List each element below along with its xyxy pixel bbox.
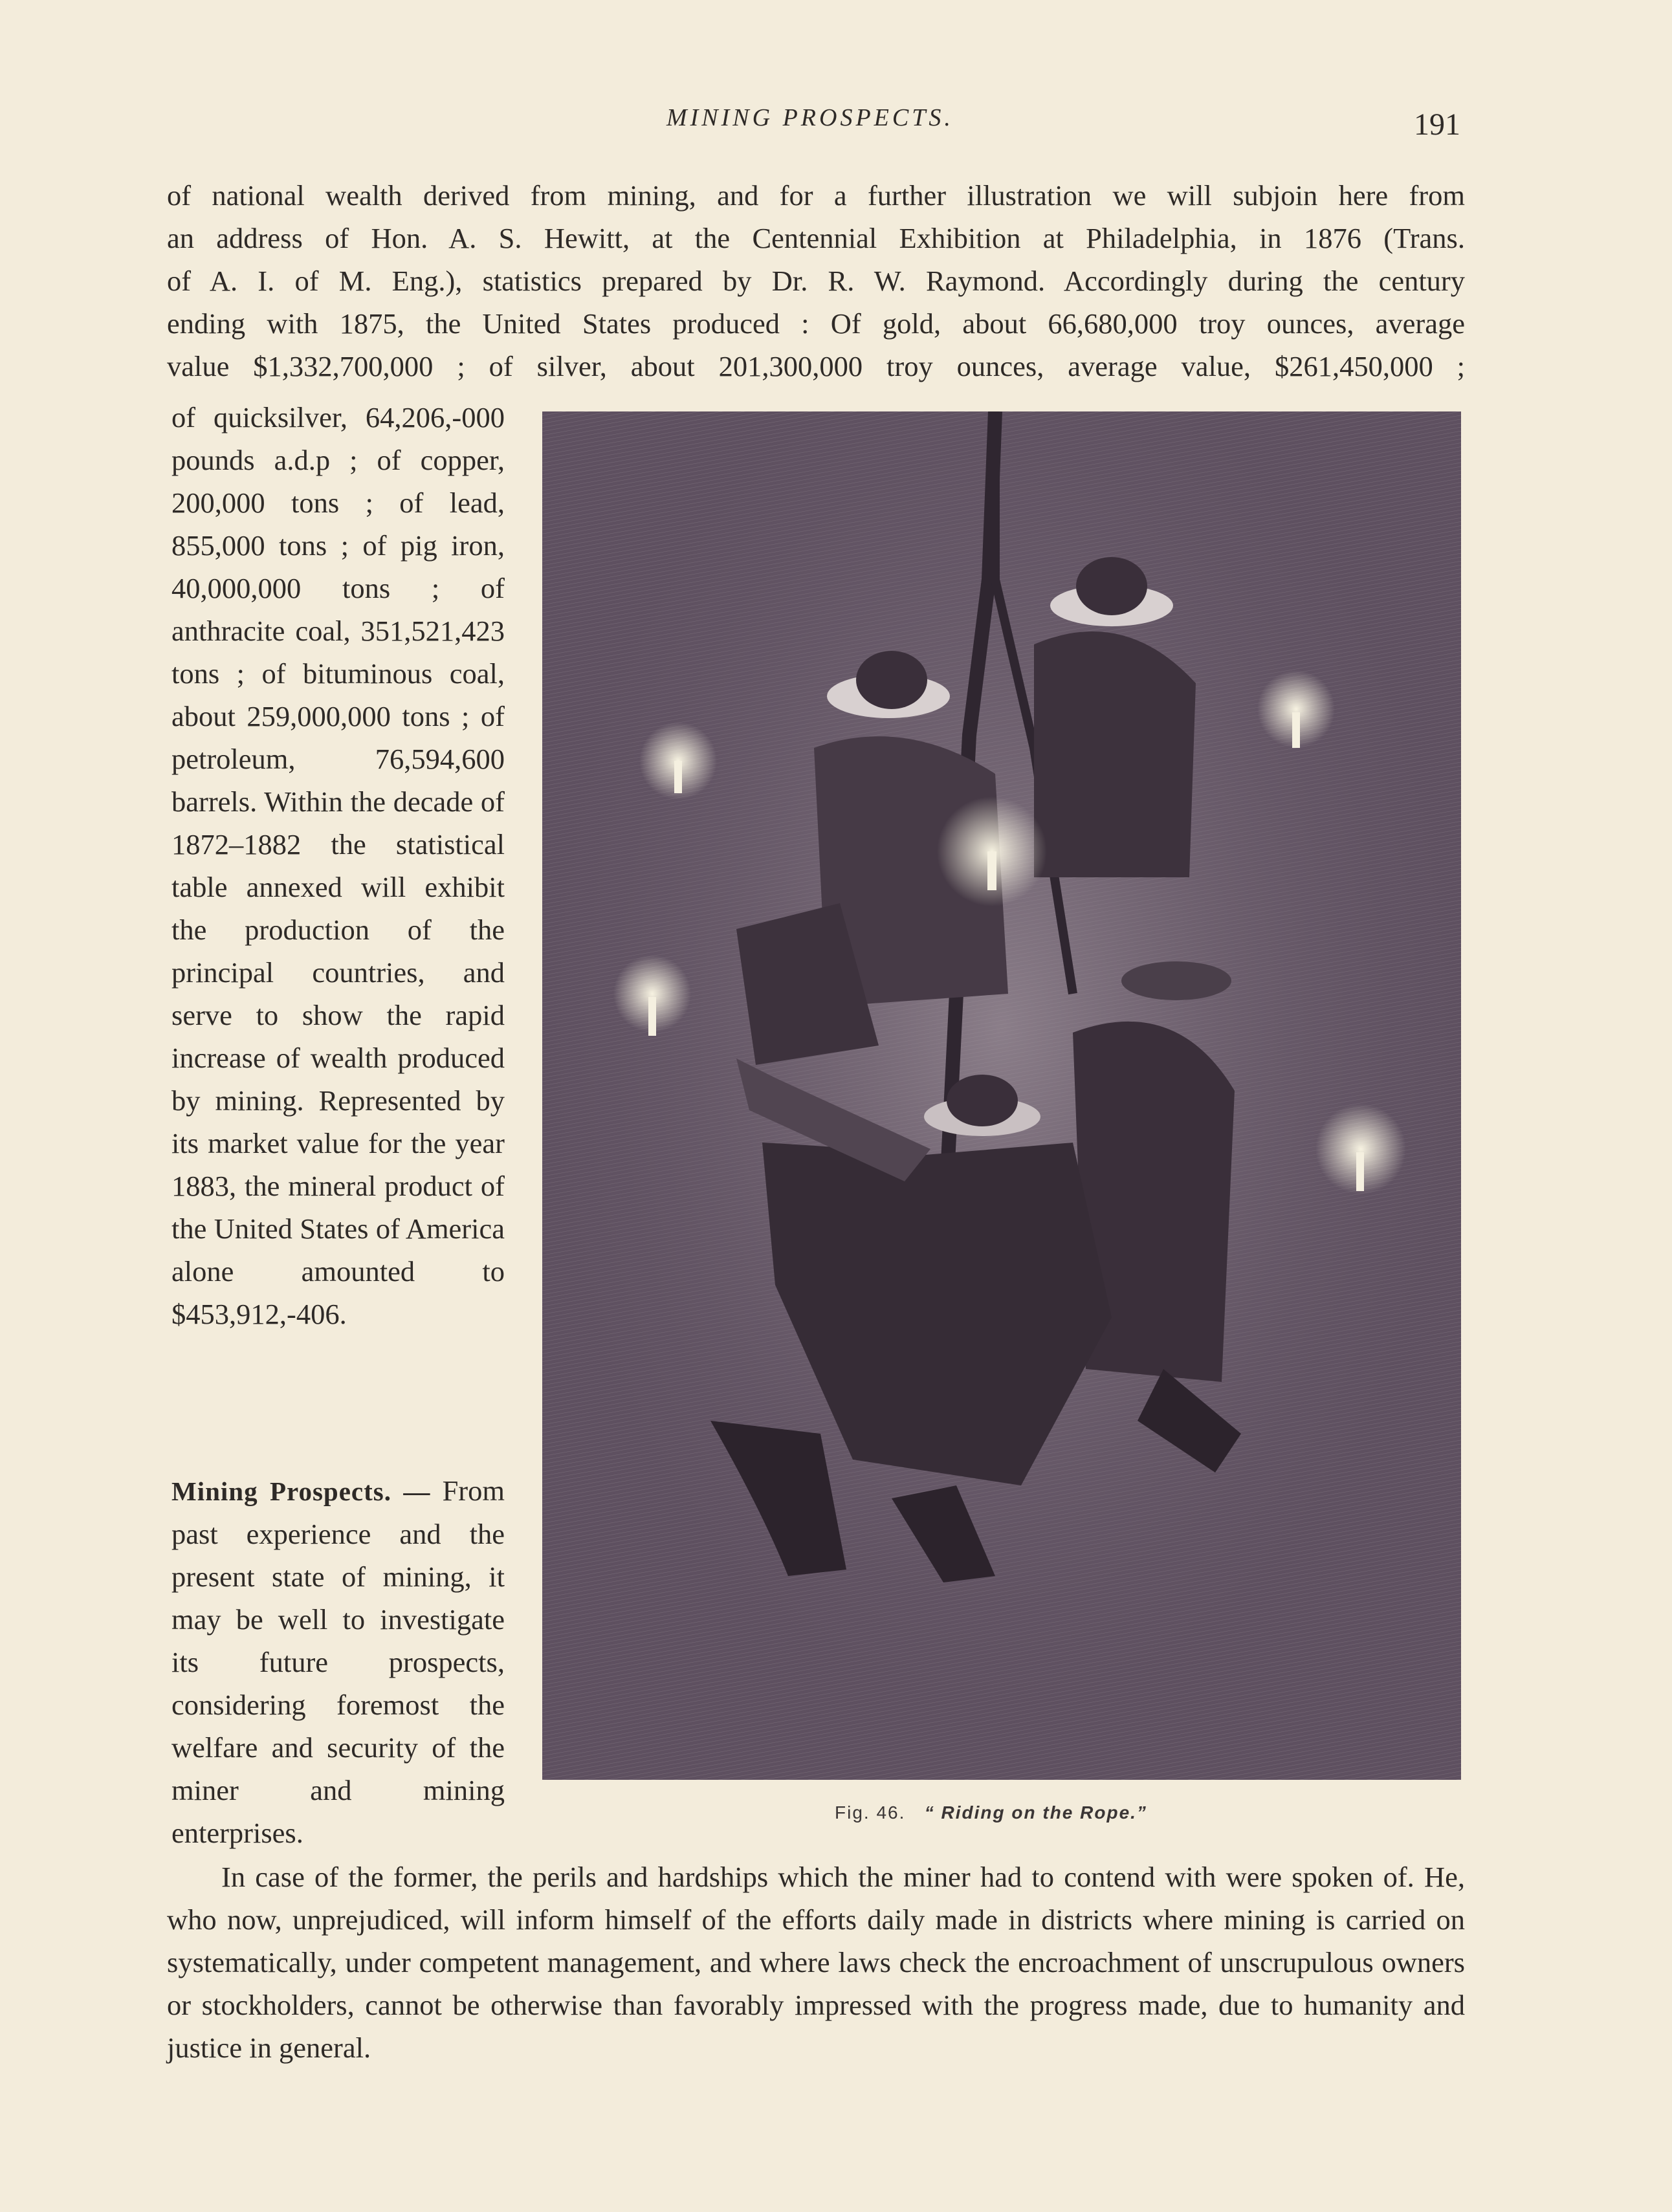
text-line: of national wealth derived from mining, and for a further illustration we will subjoin here from bbox=[167, 179, 1465, 212]
left-column-paragraph: of quicksilver, 64,206,-000 pounds a.d.p ; of copper, 200,000 tons ; of lead, 855,000 tons ; of pig iron, 40,000,000 tons ; of anthracite coal, 351,521,423 tons ; of bituminous coal, about 259,000,000 tons ; of petroleum, 76,594,600 barrels. Within the decade of 1872–1882 the statistical table annexed will exhibit the production of the principal countries, and serve to show the rapid increase of wealth produced by mining. Represented by its market value for the year 1883, the mineral product of the United States of America alone amounted to $453,912,-406. bbox=[171, 401, 505, 1330]
section-heading: Mining Prospects. — bbox=[171, 1476, 431, 1506]
text-line: an address of Hon. A. S. Hewitt, at the Centennial Exhibition at Philadelphia, in 1876 (Trans. bbox=[167, 222, 1465, 254]
figure-caption bbox=[835, 1802, 1249, 1823]
text-line: ending with 1875, the United States produced : Of gold, about 66,680,000 troy ounces, average bbox=[167, 307, 1465, 340]
section-paragraph bbox=[171, 1469, 505, 1854]
running-header-title: MINING PROSPECTS. bbox=[666, 104, 954, 131]
figure-title: “ Riding on the Rope.” bbox=[924, 1802, 1147, 1823]
miners-on-rope-illustration bbox=[542, 411, 1461, 1780]
top-paragraph bbox=[167, 174, 1465, 388]
text-line: of A. I. of M. Eng.), statistics prepared by Dr. R. W. Raymond. Accordingly during the century bbox=[167, 265, 1465, 297]
page-number: 191 bbox=[1414, 107, 1460, 142]
figure-label: Fig. 46. bbox=[835, 1802, 906, 1823]
section-text: From past experience and the present state of mining, it may be well to investigate its future prospects, considering foremost the welfare and security of the miner and mining enterprises. bbox=[171, 1474, 505, 1849]
text-line: value $1,332,700,000 ; of silver, about 201,300,000 troy ounces, average value, $261,450,000 ; bbox=[167, 350, 1465, 382]
bottom-paragraph: In case of the former, the perils and hardships which the miner had to contend with were spoken of. He, who now, unprejudiced, will inform himself of the efforts daily made in districts where mining is carried on systematically, under competent management, and where laws check the encroachment of unscrupulous owners or stockholders, cannot be otherwise than favorably impressed with the progress made, due to humanity and justice in general. bbox=[167, 1861, 1465, 2064]
engraving-illustration bbox=[542, 411, 1461, 1780]
